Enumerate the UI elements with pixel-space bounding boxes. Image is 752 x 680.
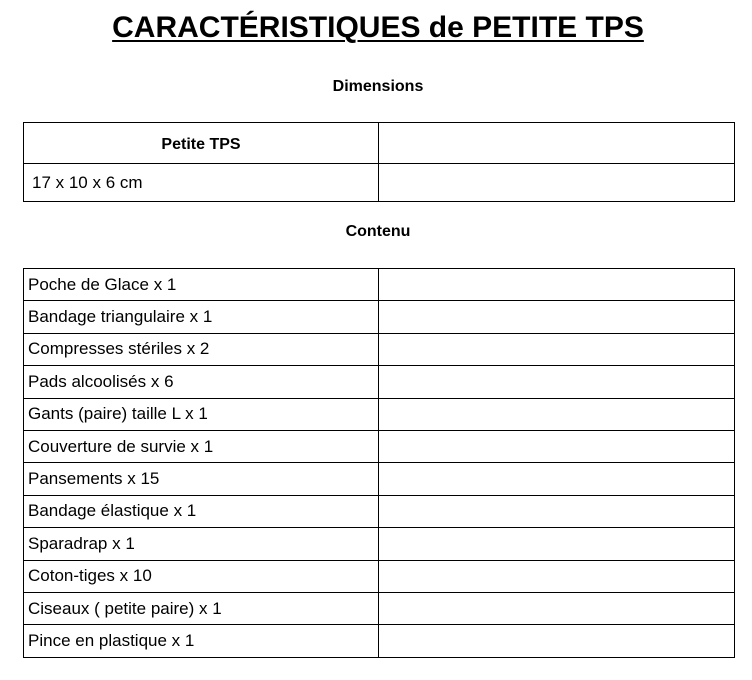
table-row <box>24 625 735 657</box>
contents-empty-cell <box>379 269 735 301</box>
contents-item: Ciseaux ( petite paire) x 1 <box>24 592 379 624</box>
table-row <box>24 269 735 301</box>
table-row <box>24 560 735 592</box>
table-row <box>24 398 735 430</box>
dimensions-value: 17 x 10 x 6 cm <box>24 164 379 202</box>
contents-empty-cell <box>379 398 735 430</box>
table-row <box>24 333 735 365</box>
contents-empty-cell <box>379 430 735 462</box>
contents-empty-cell <box>379 463 735 495</box>
contents-item: Sparadrap x 1 <box>24 528 379 560</box>
table-row <box>24 301 735 333</box>
dimensions-header-row <box>24 123 735 164</box>
contents-item: Bandage triangulaire x 1 <box>24 301 379 333</box>
table-row <box>24 495 735 527</box>
document-title: CARACTÉRISTIQUES de PETITE TPS <box>112 11 644 44</box>
contents-item: Poche de Glace x 1 <box>24 269 379 301</box>
contents-empty-cell <box>379 495 735 527</box>
contents-item: Pince en plastique x 1 <box>24 625 379 657</box>
contents-table <box>23 268 735 658</box>
table-row <box>24 366 735 398</box>
table-row <box>24 528 735 560</box>
contents-empty-cell <box>379 592 735 624</box>
contents-empty-cell <box>379 625 735 657</box>
dimensions-value-row <box>24 164 735 202</box>
contents-item: Gants (paire) taille L x 1 <box>24 398 379 430</box>
table-row <box>24 463 735 495</box>
contents-item: Couverture de survie x 1 <box>24 430 379 462</box>
dimensions-column-header: Petite TPS <box>24 123 379 164</box>
contents-empty-cell <box>379 528 735 560</box>
contents-item: Coton-tiges x 10 <box>24 560 379 592</box>
contents-empty-cell <box>379 560 735 592</box>
dimensions-table <box>23 122 735 202</box>
dimensions-empty-cell <box>379 164 735 202</box>
dimensions-heading: Dimensions <box>332 78 424 95</box>
dimensions-empty-cell <box>379 123 735 164</box>
contents-item: Bandage élastique x 1 <box>24 495 379 527</box>
contents-item: Pansements x 15 <box>24 463 379 495</box>
contents-item: Pads alcoolisés x 6 <box>24 366 379 398</box>
contents-empty-cell <box>379 366 735 398</box>
contents-empty-cell <box>379 301 735 333</box>
contents-heading: Contenu <box>345 223 411 240</box>
table-row <box>24 592 735 624</box>
contents-empty-cell <box>379 333 735 365</box>
contents-item: Compresses stériles x 2 <box>24 333 379 365</box>
table-row <box>24 430 735 462</box>
